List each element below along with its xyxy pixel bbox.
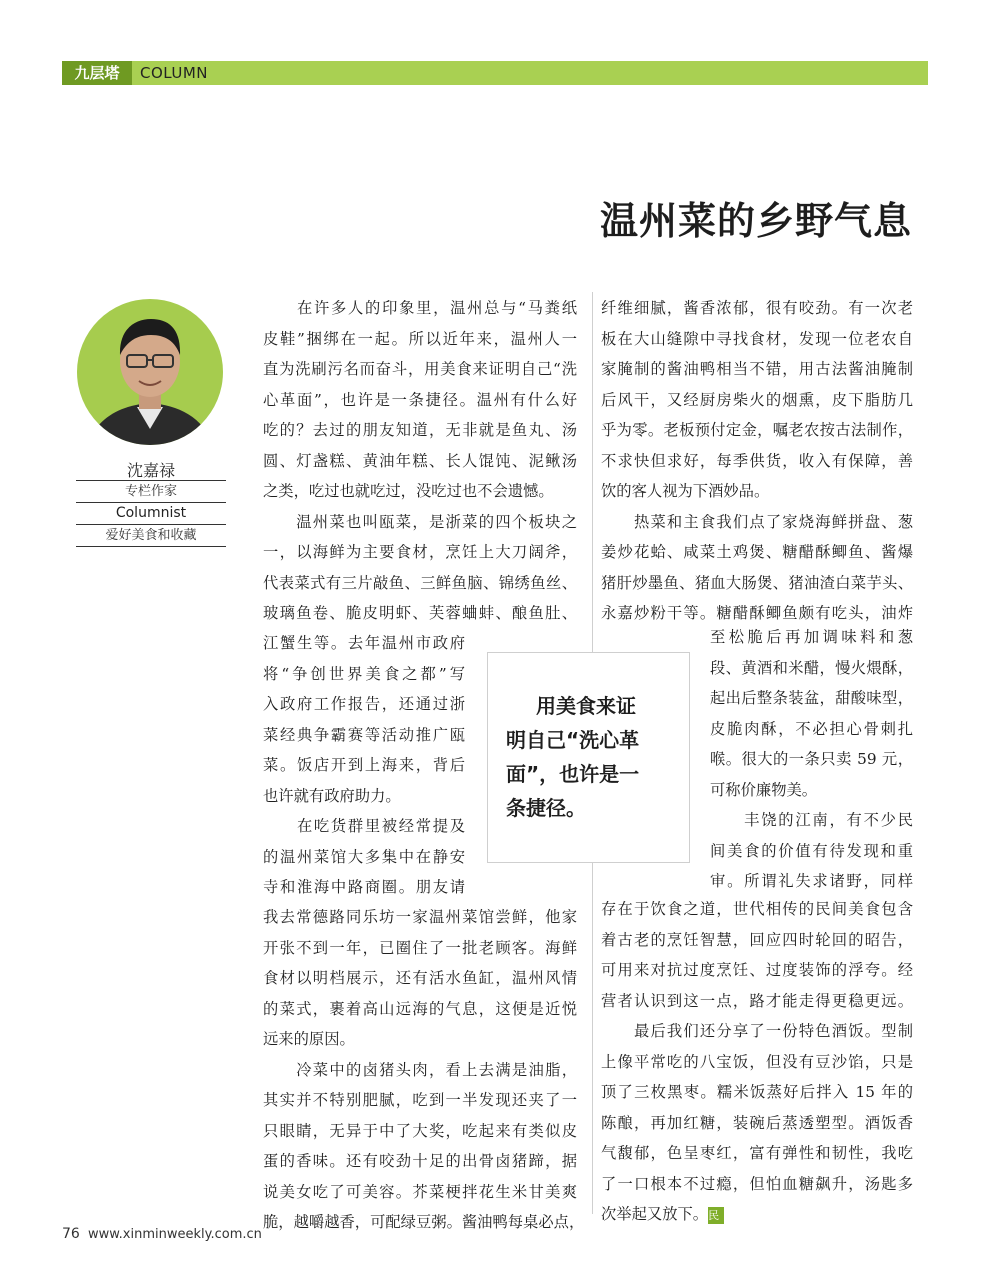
text-line: 营者认识到这一点，路才能走得更稳更远。 <box>601 991 913 1010</box>
text-line: 在吃货群里被经常提及 <box>263 817 465 835</box>
text-line: 吃的？去过的朋友知道，无非就是鱼丸、汤 <box>263 421 577 439</box>
text-line: 菜经典争霸赛等活动推广瓯 <box>263 725 465 744</box>
text-line: 将“争创世界美食之都”写 <box>263 664 465 683</box>
text-line: 可用来对抗过度烹饪、过度装饰的浮夸。经 <box>601 961 913 979</box>
text-line: 丰饶的江南，有不少民 <box>710 811 913 829</box>
pull-quote-line: 条捷径。 <box>506 796 586 820</box>
text-line: 段、黄酒和米醋，慢火煨酥， <box>710 658 913 677</box>
text-line: 菜。饭店开到上海来，背后 <box>263 756 465 774</box>
text-line: 在许多人的印象里，温州总与“马粪纸 <box>263 299 577 317</box>
text-line: 后风干，又经厨房柴火的烟熏，皮下脂肪几 <box>601 390 913 409</box>
col1-block-a <box>263 293 577 629</box>
pull-quote-line: 用美食来证 <box>536 694 636 718</box>
text-line: 次举起又放下。 <box>601 1205 709 1223</box>
text-line: 远来的原因。 <box>263 1030 355 1048</box>
text-line: 其实并不特别肥腻，吃到一半发现还夹了一 <box>263 1091 577 1109</box>
text-line: 的温州菜馆大多集中在静安 <box>263 847 465 866</box>
text-line: 了一口根本不过瘾，但怕血糖飙升，汤匙多 <box>601 1174 913 1193</box>
text-line: 寺和淮海中路商圈。朋友请 <box>263 878 465 896</box>
text-line: 可称价廉物美。 <box>710 780 818 799</box>
col2-block-a <box>601 293 913 629</box>
author-photo <box>77 299 223 445</box>
author-hobby: 爱好美食和收藏 <box>76 525 226 547</box>
text-line: 脆，越嚼越香，可配绿豆粥。酱油鸭每桌必点， <box>263 1213 585 1231</box>
text-line: 永嘉炒粉干等。糖醋酥鲫鱼颇有吃头，油炸 <box>601 604 913 622</box>
text-line: 热菜和主食我们点了家烧海鲜拼盘、葱 <box>601 512 913 531</box>
text-line: 之类，吃过也就吃过，没吃过也不会遗憾。 <box>263 482 554 500</box>
text-line: 蛋的香味。还有咬劲十足的出骨卤猪蹄，据 <box>263 1152 577 1170</box>
text-line: 审。所谓礼失求诸野，同样 <box>710 872 913 890</box>
text-line: 江蟹生等。去年温州市政府 <box>263 634 465 652</box>
text-line: 直为洗刷污名而奋斗，用美食来证明自己“洗 <box>263 360 577 378</box>
col2-block-b <box>710 622 913 897</box>
text-line: 最后我们还分享了一份特色酒饭。型制 <box>601 1022 913 1040</box>
column-tag: 九层塔 <box>62 61 132 85</box>
text-line: 也许就有政府助力。 <box>263 786 401 805</box>
text-line: 冷菜中的卤猪头肉，看上去满是油脂， <box>263 1060 577 1079</box>
text-line: 皮鞋”捆绑在一起。所以近年来，温州人一 <box>263 329 577 348</box>
text-line: 猪肝炒墨鱼、猪血大肠煲、猪油渣白菜芋头、 <box>601 573 913 592</box>
author-role: 专栏作家 <box>76 481 226 503</box>
page-number: 76 <box>62 1226 80 1242</box>
text-line: 只眼睛，无异于中了大奖，吃起来有类似皮 <box>263 1121 577 1140</box>
text-line: 起出后整条装盆，甜酸味型， <box>710 689 913 707</box>
col1-block-c <box>263 902 585 1238</box>
text-line: 板在大山缝隙中寻找食材，发现一位老农自 <box>601 329 913 348</box>
text-line: 开张不到一年，已圈住了一批老顾客。海鲜 <box>263 938 577 957</box>
text-line: 的菜式，裹着高山远海的气息，这便是近悦 <box>263 999 577 1018</box>
text-line: 我去常德路同乐坊一家温州菜馆尝鲜，他家 <box>263 908 577 926</box>
text-line: 乎为零。老板预付定金，嘱老农按古法制作， <box>601 421 913 439</box>
text-line: 家腌制的酱油鸭相当不错，用古法酱油腌制 <box>601 360 913 378</box>
text-line: 至松脆后再加调味料和葱 <box>710 628 913 646</box>
text-line: 温州菜也叫瓯菜，是浙菜的四个板块之 <box>263 512 577 531</box>
text-line: 食材以明档展示，还有活水鱼缸，温州风情 <box>263 969 577 987</box>
website-url: www.xinminweekly.com.cn <box>87 1227 262 1242</box>
text-line: 间美食的价值有待发现和重 <box>710 841 913 860</box>
article-title: 温州菜的乡野气息 <box>599 198 912 243</box>
pull-quote-line: 明自己“洗心革 <box>506 728 640 752</box>
section-label: COLUMN <box>140 64 209 82</box>
text-line: 存在于饮食之道，世代相传的民间美食包含 <box>601 900 913 918</box>
text-line: 喉。很大的一条只卖 59 元， <box>710 750 913 768</box>
text-line: 着古老的烹饪智慧，回应四时轮回的昭告， <box>601 930 913 949</box>
column-header-bar <box>62 61 928 85</box>
pull-quote <box>487 652 690 863</box>
text-line: 皮脆肉酥，不必担心骨刺扎 <box>710 719 913 738</box>
text-line: 玻璃鱼卷、脆皮明虾、芙蓉蛐蚌、酿鱼肚、 <box>263 604 577 622</box>
author-portrait-icon <box>77 299 223 445</box>
text-line: 饮的客人视为下酒妙品。 <box>601 482 770 500</box>
text-line: 圆、灯盏糕、黄油年糕、长人馄饨、泥鳅汤 <box>263 451 577 470</box>
text-line: 说美女吃了可美容。芥菜梗拌花生米甘美爽 <box>263 1182 577 1201</box>
author-role-en: Columnist <box>76 503 226 525</box>
text-line-last <box>601 1199 913 1230</box>
text-line: 姜炒花蛤、咸菜土鸡煲、糖醋酥鲫鱼、酱爆 <box>601 543 913 561</box>
text-line: 纤维细腻，酱香浓郁，很有咬劲。有一次老 <box>601 299 913 317</box>
text-line: 陈酿，再加红糖，装碗后蒸透塑型。酒饭香 <box>601 1113 913 1132</box>
text-line: 代表菜式有三片敲鱼、三鲜鱼脑、锦绣鱼丝、 <box>263 573 577 592</box>
author-info-box <box>76 480 226 547</box>
text-line: 上像平常吃的八宝饭，但没有豆沙馅，只是 <box>601 1052 913 1071</box>
pull-quote-line: 面”，也许是一 <box>506 762 640 786</box>
text-line: 入政府工作报告，还通过浙 <box>263 695 465 713</box>
text-line: 心革面”，也许是一条捷径。温州有什么好 <box>263 390 577 409</box>
text-line: 不求快但求好，每季供货，收入有保障，善 <box>601 451 913 470</box>
col2-block-c <box>601 894 913 1230</box>
page-footer <box>62 1226 262 1242</box>
text-line: 气馥郁，色呈枣红，富有弹性和韧性，我吃 <box>601 1144 913 1162</box>
text-line: 一，以海鲜为主要食材，烹饪上大刀阔斧， <box>263 543 577 561</box>
author-name: 沈嘉禄 <box>126 461 175 480</box>
col1-block-b <box>263 628 465 903</box>
end-mark-icon: 民 <box>708 1207 724 1224</box>
text-line: 顶了三枚黑枣。糯米饭蒸好后拌入 15 年的 <box>601 1083 913 1101</box>
